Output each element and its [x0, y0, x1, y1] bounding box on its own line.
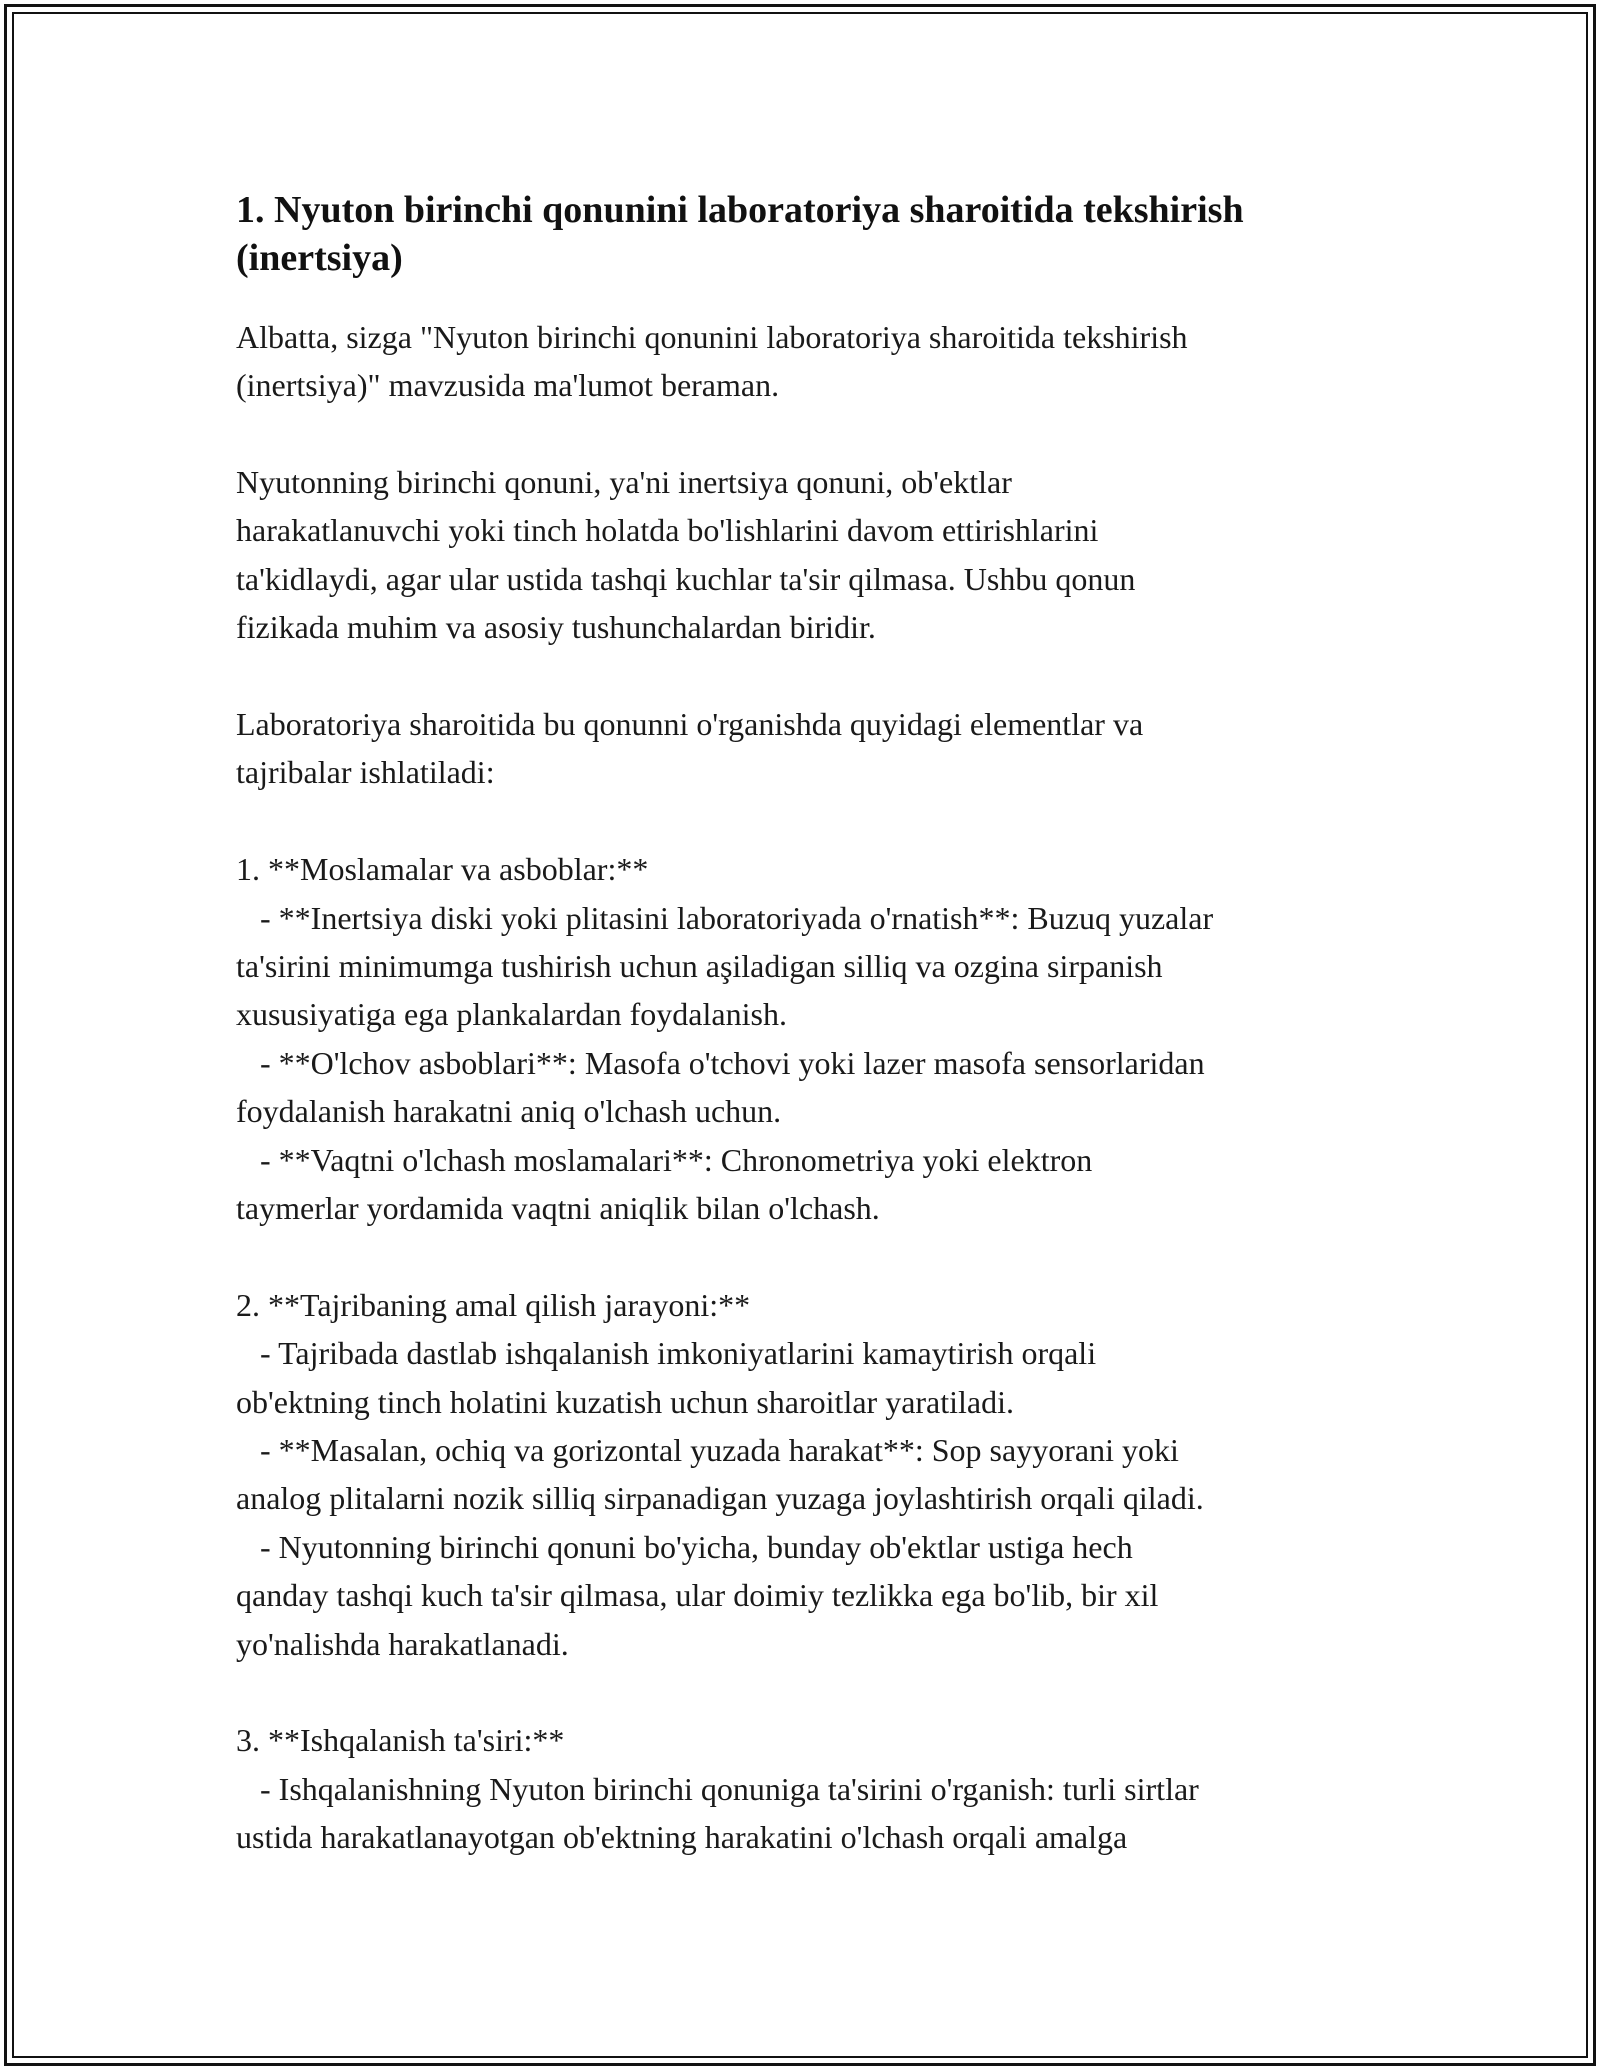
body-line: - **Vaqtni o'lchash moslamalari**: Chronometriya yoki elektron [236, 1141, 1093, 1178]
body-line: - **Masalan, ochiq va gorizontal yuzada harakat**: Sop sayyorani yoki [236, 1432, 1179, 1469]
body-line [236, 797, 1366, 845]
body-line: tajribalar ishlatiladi: [236, 754, 495, 791]
body-line: ta'kidlaydi, agar ular ustida tashqi kuchlar ta'sir qilmasa. Ushbu qonun [236, 560, 1136, 597]
body-line: - Ishqalanishning Nyuton birinchi qonuniga ta'sirini o'rganish: turli sirtlar [236, 1770, 1199, 1807]
body-line: ob'ektning tinch holatini kuzatish uchun sharoitlar yaratiladi. [236, 1383, 1015, 1420]
body-line: fizikada muhim va asosiy tushunchalardan biridir. [236, 609, 876, 646]
body-line: (inertsiya)" mavzusida ma'lumot beraman. [236, 367, 780, 404]
body-line: analog plitalarni nozik silliq sirpanadigan yuzaga joylashtirish orqali qiladi. [236, 1480, 1204, 1517]
body-line: - **Inertsiya diski yoki plitasini laboratoriyada o'rnatish**: Buzuq yuzalar [236, 899, 1214, 936]
body-line [236, 652, 1366, 700]
body-line [236, 1232, 1366, 1280]
body-line: 3. **Ishqalanish ta'siri:** [236, 1722, 565, 1759]
body-line: - Nyutonning birinchi qonuni bo'yicha, bunday ob'ektlar ustiga hech [236, 1528, 1133, 1565]
body-line: foydalanish harakatni aniq o'lchash uchun. [236, 1093, 782, 1130]
body-line: yo'nalishda harakatlanadi. [236, 1625, 569, 1662]
document-title [236, 186, 1366, 283]
body-line: ustida harakatlanayotgan ob'ektning harakatini o'lchash orqali amalga [236, 1819, 1128, 1856]
body-line: taymerlar yordamida vaqtni aniqlik bilan o'lchash. [236, 1190, 880, 1227]
body-line: qanday tashqi kuch ta'sir qilmasa, ular doimiy tezlikka ega bo'lib, bir xil [236, 1577, 1159, 1614]
body-line: Nyutonning birinchi qonuni, ya'ni inertsiya qonuni, ob'ektlar [236, 463, 1012, 500]
body-line: ta'sirini minimumga tushirish uchun aşiladigan silliq va ozgina sirpanish [236, 948, 1163, 985]
body-line: Laboratoriya sharoitida bu qonunni o'rganishda quyidagi elementlar va [236, 706, 1144, 742]
body-line [236, 410, 1366, 458]
body-line: 2. **Tajribaning amal qilish jarayoni:** [236, 1286, 751, 1323]
body-line: harakatlanuvchi yoki tinch holatda bo'lishlarini davom ettirishlarini [236, 512, 1099, 549]
body-line: xususiyatiga ega plankalardan foydalanish. [236, 996, 787, 1033]
title-line: (inertsiya) [236, 237, 403, 280]
document-body [236, 313, 1366, 1862]
body-line: - **O'lchov asboblari**: Masofa o'tchovi yoki lazer masofa sensorlaridan [236, 1044, 1205, 1081]
body-line [236, 1668, 1366, 1716]
title-line: 1. Nyuton birinchi qonunini laboratoriya sharoitida tekshirish [236, 189, 1244, 231]
body-line: - Tajribada dastlab ishqalanish imkoniyatlarini kamaytirish orqali [236, 1335, 1097, 1372]
document-content [236, 186, 1366, 1862]
body-line: 1. **Moslamalar va asboblar:** [236, 851, 649, 888]
body-line: Albatta, sizga "Nyuton birinchi qonunini laboratoriya sharoitida tekshirish [236, 318, 1188, 355]
